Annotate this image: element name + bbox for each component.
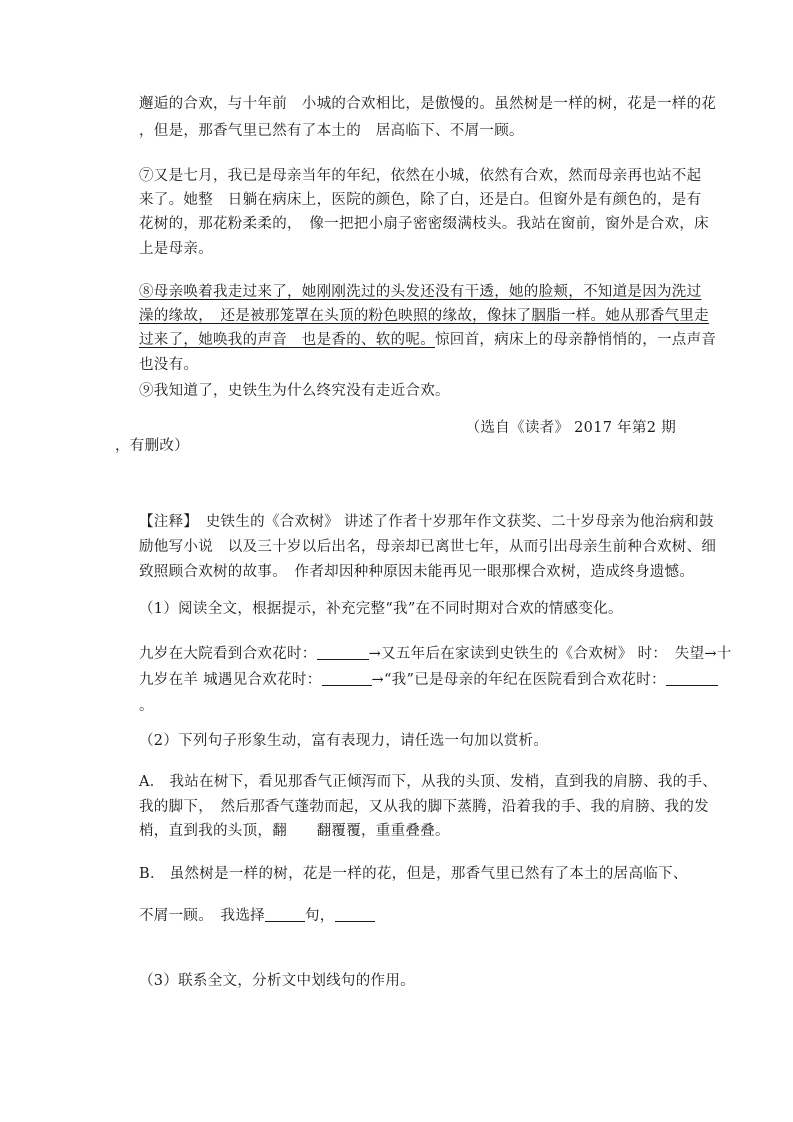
source-citation-cont: ，有删改） <box>115 438 189 454</box>
paragraph-9: ⑨我知道了，史铁生为什么终究没有走近合欢。 <box>139 383 450 399</box>
text-line: 。 <box>139 698 154 714</box>
prompt-text: →“我”已是母亲的年纪在医院看到合欢花时： <box>371 672 666 688</box>
option-b: B． 虽然树是一样的树，花是一样的花，但是，那香气里已然有了本土的居高临下、 <box>139 866 688 882</box>
underlined-sentence: ⑧母亲唤着我走过来了，她刚刚洗过的头发还没有干透，她的脸颊，不知道是因为洗过 <box>139 284 702 300</box>
prompt-text: 九岁在羊 城遇见合欢花时： <box>139 672 322 688</box>
option-a: 我的脚下， 然后那香气蓬勃而起，又从我的脚下蒸腾，沿着我的手、我的肩膀、我的发 <box>139 799 709 815</box>
question-title: （2）下列句子形象生动，富有表现力，请任选一句加以赏析。 <box>139 733 549 749</box>
text-line: 也没有。 <box>139 357 199 373</box>
option-a: A． 我站在树下，看见那香气正倾泻而下，从我的头顶、发梢，直到我的肩膀、我的手、 <box>139 774 718 790</box>
text-line: 励他写小说 以及三十岁以后出名，母亲却已离世七年，从而引出母亲生前种合欢树、细 <box>139 539 717 555</box>
underlined-sentence: 澡的缘故， 还是被那笼罩在头顶的粉色映照的缘故，像抹了胭脂一样。她从那香气里走 <box>139 308 709 324</box>
question-3-title: （3）联系全文，分析文中划线句的作用。 <box>139 973 415 989</box>
answer-blank[interactable] <box>317 645 369 660</box>
text-line: 来了。她整 日躺在病床上，医院的颜色，除了白，还是白。但窗外是有颜色的，是有 <box>139 192 702 208</box>
text-line: 【注释】 史铁生的《合欢树》 讲述了作者十岁那年作文获奖、二十岁母亲为他治病和鼓 <box>139 514 714 530</box>
answer-blank[interactable] <box>265 907 305 922</box>
text-line: 上是母亲。 <box>139 241 213 257</box>
source-citation: （选自《读者》 2017 年第2 期 <box>465 420 676 436</box>
prompt-text: 九岁在大院看到合欢花时： <box>139 646 317 662</box>
text-line: ，但是，那香气里已然有了本土的 居高临下、不屑一顾。 <box>139 123 524 139</box>
prompt-text: →又五年后在家读到史铁生的《合欢树》 时： 失望→十 <box>368 646 732 662</box>
text-line: 花树的，那花粉柔柔的， 像一把把小扇子密密缀满枝头。我站在窗前，窗外是合欢，床 <box>139 216 709 232</box>
prompt-text: 句， <box>304 908 335 924</box>
text-line <box>139 906 375 926</box>
underlined-sentence: 过来了，她唤我的声音 也是香的、软的呢。 <box>139 332 435 348</box>
prompt-text: 不屑一顾。 我选择 <box>139 908 265 924</box>
question-title: （1）阅读全文，根据提示，补充完整“我”在不同时期对合欢的情感变化。 <box>139 601 623 617</box>
text-line <box>139 670 718 690</box>
answer-blank[interactable] <box>322 671 372 686</box>
answer-blank[interactable] <box>666 671 718 686</box>
answer-blank[interactable] <box>335 907 375 922</box>
text-fragment: 惊回首，病床上的母亲静悄悄的，一点声音 <box>435 332 717 348</box>
text-line <box>139 644 732 664</box>
text-line: 致照顾合欢树的故事。 作者却因种种原因未能再见一眼那棵合欢树，造成终身遗憾。 <box>139 564 695 580</box>
text-line: ⑦又是七月，我已是母亲当年的年纪，依然在小城，依然有合欢，然而母亲再也站不起 <box>139 168 702 184</box>
text-line: 邂逅的合欢，与十年前 小城的合欢相比，是傲慢的。虽然树是一样的树，花是一样的花 <box>139 96 717 112</box>
text-line <box>139 330 716 350</box>
option-a: 梢，直到我的头顶，翻 翻覆覆，重重叠叠。 <box>139 823 450 839</box>
